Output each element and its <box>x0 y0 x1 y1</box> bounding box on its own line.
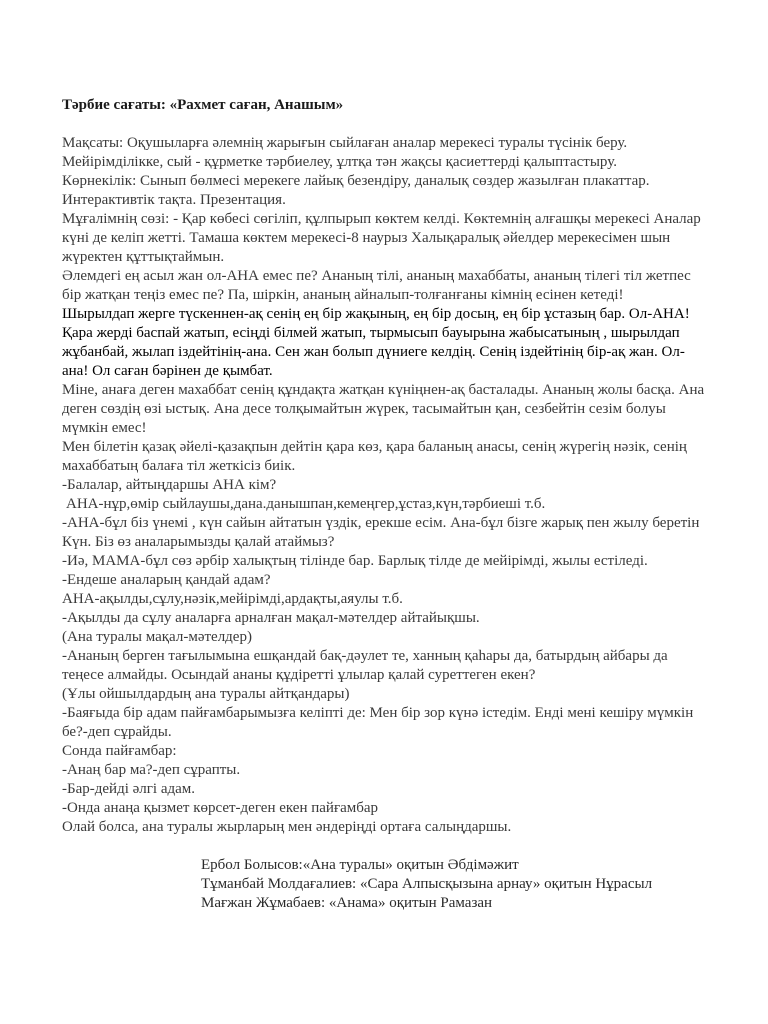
paragraph-serve-mother: -Онда анаңа қызмет көрсет-деген екен пайғамбар <box>62 800 379 816</box>
paragraph-teacher-speech: Мұғалімнің сөзі: - Қар көбесі сөгіліп, құлпырып көктем келді. Көктемнің алғашқы мерекесі Аналар күні де келіп жетті. Тамаша көктем мерекесі-8 наурыз Халықаралық әйелдер мерекесімен шын жүректен құттықтаймын. <box>62 211 701 265</box>
paragraph-most-precious: Әлемдегі ең асыл жан ол-АНА емес пе? Ананың тілі, ананың махаббаты, ананың тілегі тіл жетпес бір жатқан теңіз емес пе? Па, шіркін, ананың айналып-толғанғаны кімнің есінен кетеді! <box>62 268 691 303</box>
paragraph-mother-teaching: -Ананың берген тағылымына ешқандай бақ-дәулет те, ханның қаһары да, батырдың айбары да теңесе алмайды. Осындай ананы құдіретті ұлылар қалай суреттеген екен? <box>62 648 668 683</box>
paragraph-love-begins: Міне, анаға деген махаббат сенің құндақта жатқан күніңнен-ақ басталады. Ананың жолы басқа. Ана деген сөздің өзі ыстық. Ана десе толқымайтын жүрек, тасымайтын қан, сезбейтін сезім болуы мүмкін емес! <box>62 382 705 436</box>
poem-list <box>62 856 706 913</box>
paragraph-prophet-said: Сонда пайғамбар: <box>62 743 177 759</box>
paragraph-mother-name: -АНА-бұл біз үнемі , күн сайын айтатын үздік, ерекше есім. Ана-бұл бізге жарық пен жылу беретін Күн. Біз өз аналарымызды қалай атаймыз? <box>62 515 700 550</box>
paragraph-man-answered: -Бар-дейді әлгі адам. <box>62 781 196 797</box>
paragraph-prophet-story: -Баяғыда бір адам пайғамбарымызға келіпті де: Мен бір зор күнә істедім. Енді мені кешіру мүмкін бе?-деп сұрайды. <box>62 705 694 740</box>
poem-item: Тұманбай Молдағалиев: «Сара Алпысқызына арнау» оқитын Нұрасыл <box>201 876 653 892</box>
paragraph-songs-invite: Олай болса, ана туралы жырларың мен әндеріңді ортаға салыңдаршы. <box>62 819 512 835</box>
paragraph-visual-aids: Көрнекілік: Сынып бөлмесі мерекеге лайық безендіру, даналық сөздер жазылған плакаттар. Интерактивтік тақта. Презентация. <box>62 173 650 208</box>
paragraph-prophet-asked: -Анаң бар ма?-деп сұрапты. <box>62 762 241 778</box>
paragraph-goal: Мақсаты: Оқушыларға әлемнің жарығын сыйлаған аналар мерекесі туралы түсінік беру. Мейірімділікке, сый - құрметке тәрбиелеу, ұлтқа тән жақсы қасиеттерді қалыптастыру. <box>62 135 628 170</box>
question-who-is-mother: -Балалар, айтыңдаршы АНА кім? <box>62 477 277 493</box>
paragraph-mama: -Иә, МАМА-бұл сөз әрбір халықтың тілінде бар. Барлық тілде де мейірімді, жылы естіледі. <box>62 553 648 569</box>
paragraph-mother-closest: Шырылдап жерге түскеннен-ақ сенің ең бір жақының, ең бір досың, ең бір ұстазың бар. Ол-АНА! Қара жерді баспай жатып, есіңді білмей жатып, тырмысып бауырына жабысатының , шырылдап жұбанбай, жылап іздейтінің-ана. Сен жан болып дүниеге келдің. Сенің іздейтінің бір-ақ жан. Ол-ана! Ол саған бәрінен де қымбат. <box>62 306 690 379</box>
question-what-mothers: -Ендеше аналарың қандай адам? <box>62 572 271 588</box>
paragraph-proverbs-intro: -Ақылды да сұлу аналарға арналған мақал-мәтелдер айтайықшы. <box>62 610 480 626</box>
answer-mother-traits: АНА-ақылды,сұлу,нәзік,мейірімді,ардақты,аяулы т.б. <box>62 591 403 607</box>
answer-mother-words: АНА-нұр,өмір сыйлаушы,дана.данышпан,кемеңгер,ұстаз,күн,тәрбиеші т.б. <box>66 496 546 512</box>
note-thinkers: (Ұлы ойшылдардың ана туралы айтқандары) <box>62 686 350 702</box>
poem-item: Мағжан Жұмабаев: «Анама» оқитын Рамазан <box>201 895 493 911</box>
paragraph-kazakh-woman: Мен білетін қазақ әйелі-қазақпын дейтін қара көз, қара баланың анасы, сенің жүрегің нәзік, сенің махаббатың балаға тіл жеткісіз биік. <box>62 439 687 474</box>
note-proverbs: (Ана туралы мақал-мәтелдер) <box>62 629 252 645</box>
document-title: Тәрбие сағаты: «Рахмет саған, Анашым» <box>62 97 344 113</box>
poem-item: Ербол Болысов:«Ана туралы» оқитын Әбдімәжит <box>201 857 519 873</box>
document-body <box>62 134 706 837</box>
